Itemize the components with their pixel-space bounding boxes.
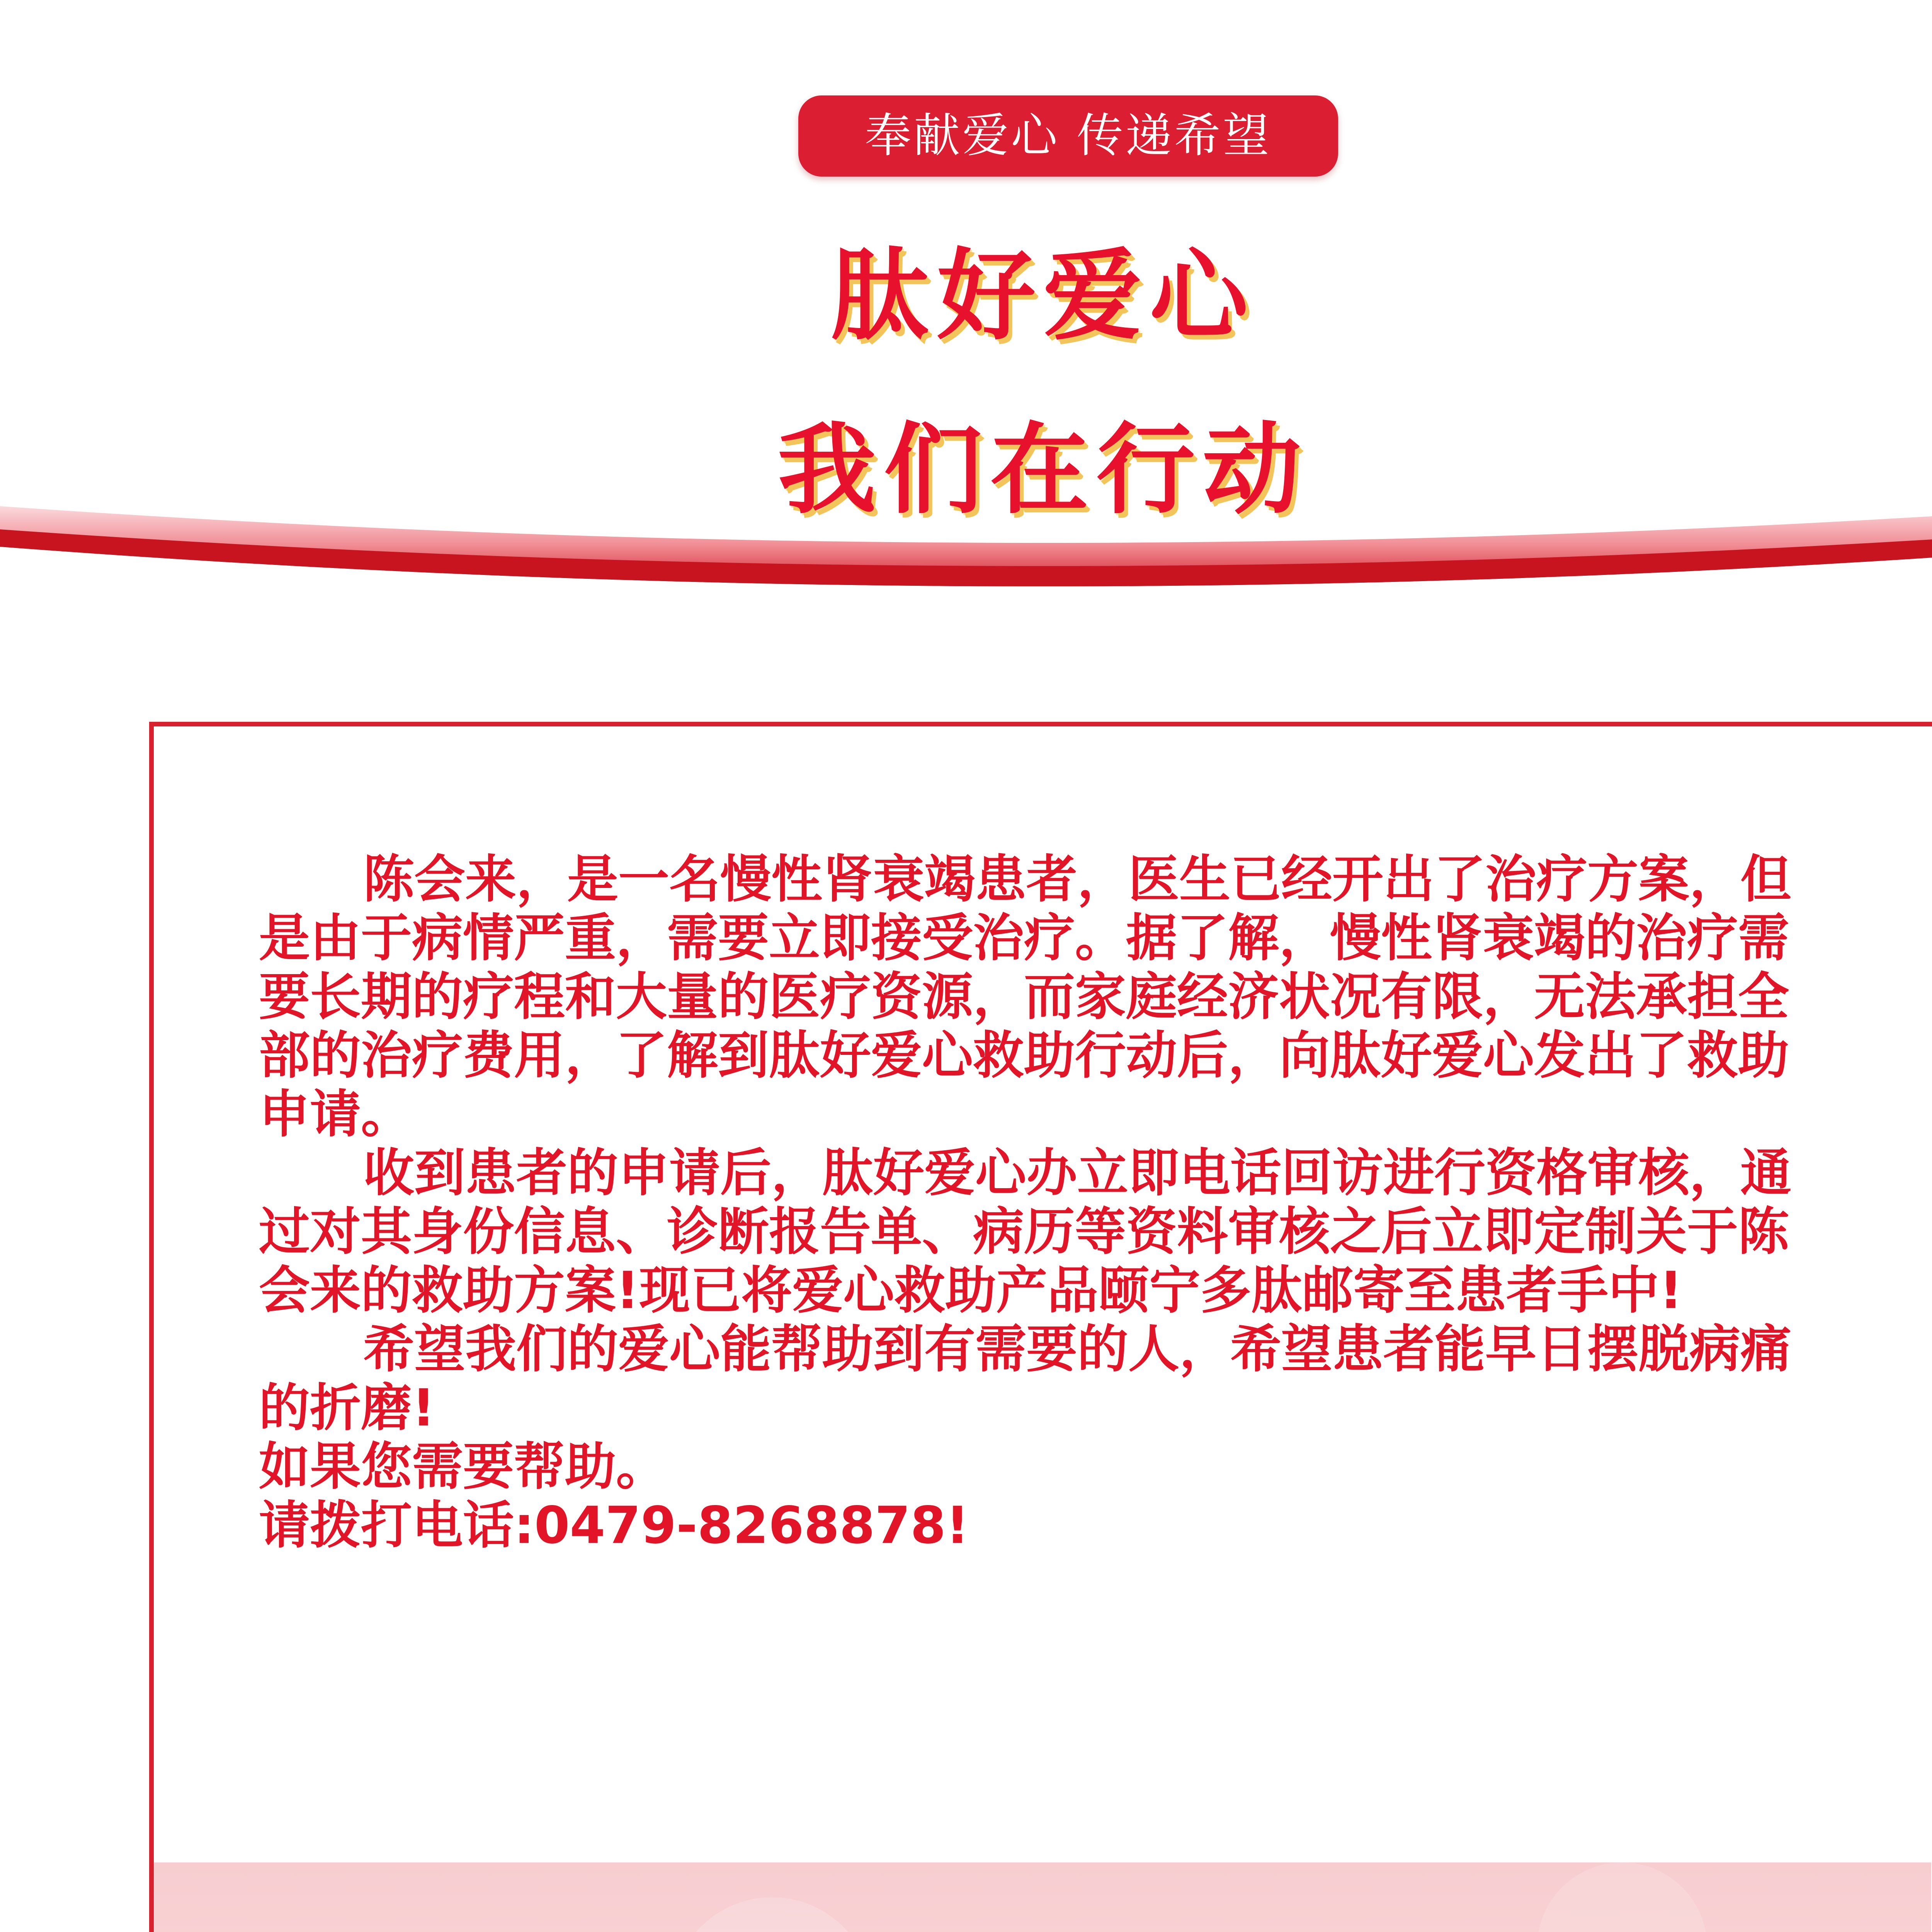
banner-illustration: [154, 1862, 1931, 1932]
phone-line: 请拨打电话:0479-8268878!: [259, 1496, 969, 1555]
page-title-line-2: 我们在行动: [777, 413, 1309, 527]
header-arc-decoration: [0, 464, 1932, 611]
page-title-line-1: 肽好爱心: [830, 239, 1256, 354]
story-paragraph-1: 陈会来，是一名慢性肾衰竭患者，医生已经开出了治疗方案，但是由于病情严重，需要立即接受治疗。据了解，慢性肾衰竭的治疗需要长期的疗程和大量的医疗资源，而家庭经济状况有限，无法承担全部的治疗费用，了解到肽好爱心救助行动后，向肽好爱心发出了救助申请。: [259, 850, 1791, 1144]
help-line: 如果您需要帮助。: [259, 1437, 667, 1497]
story-paragraph-3: 希望我们的爱心能帮助到有需要的人，希望患者能早日摆脱病痛的折磨!: [259, 1320, 1791, 1438]
story-paragraph-2: 收到患者的申请后，肽好爱心办立即电话回访进行资格审核，通过对其身份信息、诊断报告单、病历等资料审核之后立即定制关于陈会来的救助方案!现已将爱心救助产品颐宁多肽邮寄至患者手中!: [259, 1143, 1791, 1320]
tagline-badge: 奉献爱心 传递希望: [798, 95, 1338, 177]
charity-banner: [154, 1862, 1931, 1932]
story-text: [259, 850, 1835, 1555]
